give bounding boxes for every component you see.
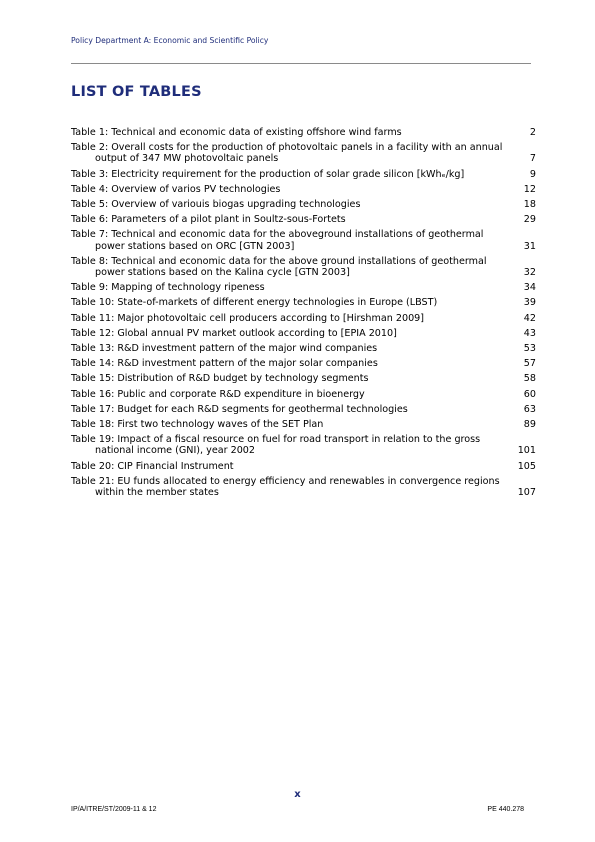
page-number: x: [294, 789, 301, 800]
toc-entry-page: 63: [523, 403, 536, 415]
toc-entry[interactable]: [71, 373, 536, 384]
toc-entry[interactable]: [71, 343, 536, 354]
toc-entry-page: 34: [523, 282, 536, 294]
toc-entry-page: 18: [523, 199, 536, 211]
toc-entry-page: 2: [529, 127, 536, 138]
toc-entry-title: Table 12: Global annual PV market outlook according to [EPIA 2010]: [71, 327, 397, 339]
toc-entry-page: 31: [523, 240, 536, 252]
toc-entry-title: Table 16: Public and corporate R&D expenditure in bioenergy: [71, 388, 365, 400]
toc-entry-title: Table 2: Overall costs for the production of photovoltaic panels in a facility with an annual: [71, 142, 503, 154]
toc-entry-title: Table 13: R&D investment pattern of the major wind companies: [71, 343, 378, 355]
toc-entry-page: 32: [523, 267, 536, 279]
toc-entry-title: Table 8: Technical and economic data for the above ground installations of geothermal: [71, 255, 487, 267]
toc-entry-title: Table 7: Technical and economic data for the aboveground installations of geothermal: [71, 229, 484, 241]
toc-entry[interactable]: [71, 434, 536, 456]
toc-entry-page: 105: [517, 460, 536, 472]
toc-entry-page: 60: [523, 388, 536, 400]
page-title: LIST OF TABLES: [71, 84, 202, 100]
toc-entry-title: Table 21: EU funds allocated to energy efficiency and renewables in convergence regions: [71, 475, 500, 487]
toc-entry[interactable]: [71, 214, 536, 225]
toc-entry[interactable]: [71, 282, 536, 293]
toc-entry-page: 29: [523, 214, 536, 226]
toc-entry-title: Table 14: R&D investment pattern of the major solar companies: [71, 358, 378, 370]
toc-entry-title: Table 15: Distribution of R&D budget by technology segments: [71, 373, 369, 385]
document-reference: IP/A/ITRE/ST/2009-11 & 12: [71, 806, 157, 813]
toc-entry-page: 101: [517, 445, 536, 457]
list-of-tables: [71, 127, 536, 502]
toc-entry-title: Table 10: State-of-markets of different energy technologies in Europe (LBST): [71, 297, 438, 309]
toc-entry-page: 7: [529, 153, 536, 165]
toc-entry[interactable]: [71, 142, 536, 164]
toc-entry-title-continued: within the member states: [95, 487, 219, 499]
toc-entry-title: Table 9: Mapping of technology ripeness: [71, 282, 265, 294]
toc-entry-title: Table 6: Parameters of a pilot plant in Soultz-sous-Fortets: [71, 214, 346, 226]
toc-entry-title: Table 4: Overview of varios PV technologies: [71, 183, 281, 195]
toc-entry-title: Table 5: Overview of variouis biogas upgrading technologies: [71, 199, 361, 211]
toc-entry[interactable]: [71, 229, 536, 251]
toc-entry-page: 42: [523, 312, 536, 324]
toc-entry[interactable]: [71, 127, 536, 138]
toc-entry-page: 39: [523, 297, 536, 309]
toc-entry[interactable]: [71, 404, 536, 415]
toc-entry-page: 58: [523, 373, 536, 385]
toc-entry[interactable]: [71, 461, 536, 472]
toc-entry-title: Table 11: Major photovoltaic cell producers according to [Hirshman 2009]: [71, 312, 425, 324]
toc-entry[interactable]: [71, 328, 536, 339]
toc-entry-title: Table 19: Impact of a fiscal resource on fuel for road transport in relation to the gross: [71, 434, 481, 446]
toc-entry[interactable]: [71, 358, 536, 369]
header-divider: [71, 63, 531, 64]
toc-entry-page: 57: [523, 358, 536, 370]
toc-entry[interactable]: [71, 184, 536, 195]
toc-entry-page: 107: [517, 487, 536, 499]
toc-entry[interactable]: [71, 256, 536, 278]
toc-entry-title: Table 20: CIP Financial Instrument: [71, 460, 234, 472]
toc-entry[interactable]: [71, 169, 536, 180]
toc-entry[interactable]: [71, 313, 536, 324]
toc-entry[interactable]: [71, 199, 536, 210]
toc-entry-page: 12: [523, 183, 536, 195]
toc-entry-title: Table 17: Budget for each R&D segments for geothermal technologies: [71, 403, 408, 415]
toc-entry-title-continued: power stations based on the Kalina cycle [GTN 2003]: [95, 267, 350, 279]
toc-entry-title-continued: national income (GNI), year 2002: [95, 445, 256, 457]
toc-entry-title: Table 3: Electricity requirement for the production of solar grade silicon [kWhₑ/kg]: [71, 168, 465, 180]
toc-entry[interactable]: [71, 297, 536, 308]
running-header: Policy Department A: Economic and Scientific Policy: [71, 36, 269, 45]
toc-entry[interactable]: [71, 476, 536, 498]
toc-entry-page: 9: [529, 168, 536, 180]
toc-entry-page: 53: [523, 343, 536, 355]
toc-entry-title-continued: power stations based on ORC [GTN 2003]: [95, 240, 295, 252]
toc-entry[interactable]: [71, 389, 536, 400]
toc-entry-title-continued: output of 347 MW photovoltaic panels: [95, 153, 279, 165]
pe-number: PE 440.278: [487, 806, 524, 813]
toc-entry-title: Table 18: First two technology waves of the SET Plan: [71, 419, 324, 431]
toc-entry-title: Table 1: Technical and economic data of existing offshore wind farms: [71, 127, 402, 138]
toc-entry[interactable]: [71, 419, 536, 430]
toc-entry-page: 43: [523, 327, 536, 339]
toc-entry-page: 89: [523, 419, 536, 431]
